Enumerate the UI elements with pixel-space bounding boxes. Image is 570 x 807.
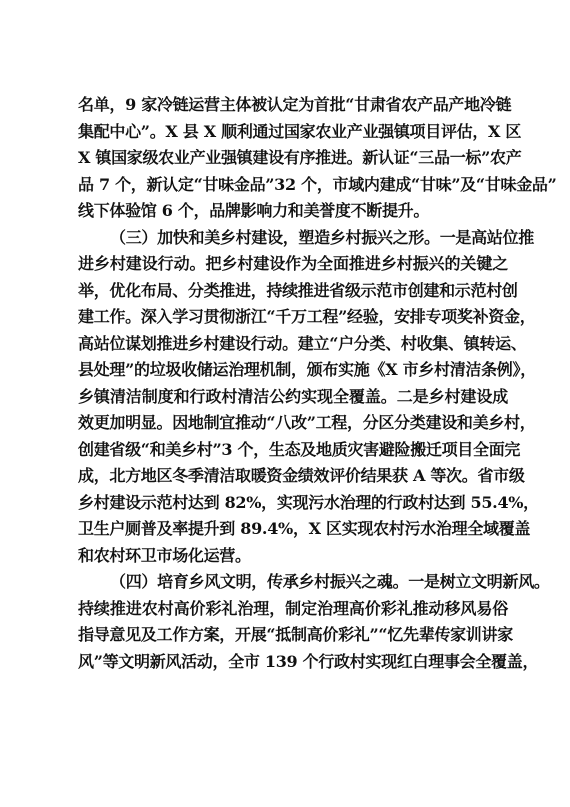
document-body xyxy=(78,92,557,675)
paragraph-line: 效更加明显。因地制宜推动“八改”工程，分区分类建设和美乡村， xyxy=(78,413,536,432)
paragraph-line: 县处理”的垃圾收储运治理机制，颁布实施《X 市乡村清洁条例》， xyxy=(78,360,536,379)
paragraph-line: 举，优化布局、分类推进，持续推进省级示范市创建和示范村创 xyxy=(78,280,518,300)
paragraph-line: 卫生户厕普及率提升到 89.4%，X 区实现农村污水治理全域覆盖 xyxy=(78,519,531,538)
paragraph-line: 品 7 个，新认定“甘味金品”32 个，市域内建成“甘味”及“甘味金品” xyxy=(78,174,557,194)
paragraph-line: 线下体验馆 6 个，品牌影响力和美誉度不断提升。 xyxy=(78,201,430,220)
paragraph-line: （四）培育乡风文明，传承乡村振兴之魂。一是树立文明新风。 xyxy=(110,572,550,591)
paragraph-line: 持续推进农村高价彩礼治理，制定治理高价彩礼推动移风易俗 xyxy=(78,598,508,618)
paragraph-line: 乡村建设示范村达到 82%，实现污水治理的行政村达到 55.4%， xyxy=(78,492,539,512)
paragraph-line: 进乡村建设行动。把乡村建设作为全面推进乡村振兴的关键之 xyxy=(78,254,508,273)
paragraph-line: 成，北方地区冬季清洁取暖资金绩效评价结果获 A 等次。省市级 xyxy=(78,466,525,485)
paragraph-line: 高站位谋划推进乡村建设行动。建立“户分类、村收集、镇转运、 xyxy=(78,333,527,353)
paragraph-line: 名单，9 家冷链运营主体被认定为首批“甘肃省农产品产地冷链 xyxy=(78,95,512,114)
paragraph-line: X 镇国家级农业产业强镇建设有序推进。新认证“三品一标”农产 xyxy=(78,148,522,167)
paragraph-line: 乡镇清洁制度和行政村清洁公约实现全覆盖。二是乡村建设成 xyxy=(78,386,508,406)
paragraph-line: 创建省级“和美乡村”3 个，生态及地质灾害避险搬迁项目全面完 xyxy=(78,439,521,459)
paragraph-line: 风”等文明新风活动，全市 139 个行政村实现红白理事会全覆盖， xyxy=(78,651,539,671)
paragraph-line: 和农村环卫市场化运营。 xyxy=(78,545,251,565)
paragraph-line: 集配中心”。X 县 X 顺利通过国家农业产业强镇项目评估，X 区 xyxy=(78,121,522,141)
paragraph-line: 指导意见及工作方案，开展“抵制高价彩礼”“忆先辈传家训讲家 xyxy=(78,625,513,644)
paragraph-line: （三）加快和美乡村建设，塑造乡村振兴之形。一是高站位推 xyxy=(110,227,534,247)
paragraph-line: 建工作。深入学习贯彻浙江“千万工程”经验，安排专项奖补资金， xyxy=(78,307,536,326)
